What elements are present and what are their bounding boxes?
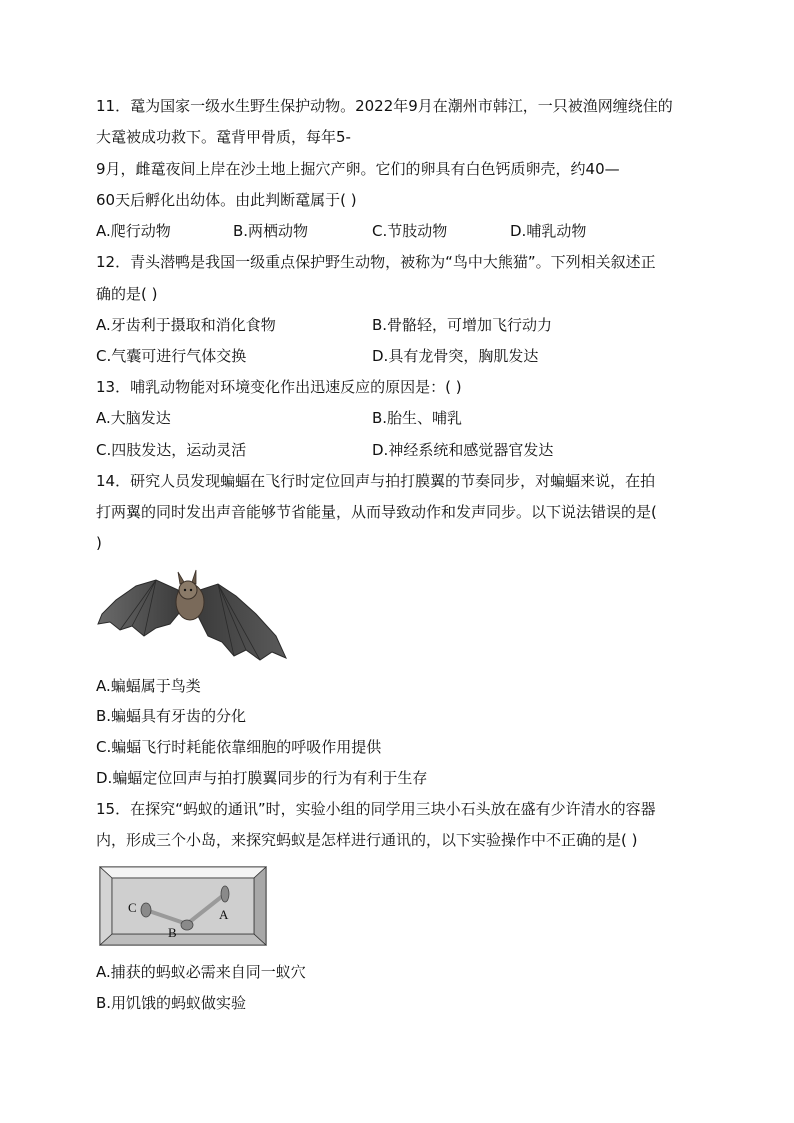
question-text-line: 9月，雌鼋夜间上岸在沙土地上掘穴产卵。它们的卵具有白色钙质卵壳，约40—	[96, 160, 620, 178]
label-c: C	[128, 900, 137, 915]
question-text-line: )	[96, 534, 102, 552]
label-b: B	[168, 925, 177, 940]
question-text-line: 11．鼋为国家一级水生野生保护动物。2022年9月在潮州市韩江，一只被渔网缠绕住的	[96, 97, 673, 115]
question-text-line: 15．在探究“蚂蚁的通讯”时，实验小组的同学用三块小石头放在盛有少许清水的容器	[96, 800, 656, 818]
option-c: C.节肢动物	[372, 222, 448, 240]
option-d: D.蝙蝠定位回声与拍打膜翼同步的行为有利于生存	[96, 769, 428, 787]
question-text-line: 13．哺乳动物能对环境变化作出迅速反应的原因是：( )	[96, 378, 462, 396]
option-b: B.胎生、哺乳	[372, 409, 463, 427]
option-d: D.神经系统和感觉器官发达	[372, 441, 554, 459]
option-c: C.蝙蝠飞行时耗能依靠细胞的呼吸作用提供	[96, 738, 382, 756]
option-d: D.具有龙骨突，胸肌发达	[372, 347, 539, 365]
option-c: C.四肢发达，运动灵活	[96, 441, 247, 459]
option-b: B.两栖动物	[233, 222, 309, 240]
option-b: B.用饥饿的蚂蚁做实验	[96, 994, 247, 1012]
option-a: A.爬行动物	[96, 222, 171, 240]
ant-island-diagram	[99, 866, 267, 946]
option-a: A.牙齿利于摄取和消化食物	[96, 316, 276, 334]
question-text-line: 12．青头潜鸭是我国一级重点保护野生动物，被称为“鸟中大熊猫”。下列相关叙述正	[96, 253, 656, 271]
question-text-line: 60天后孵化出幼体。由此判断鼋属于( )	[96, 191, 357, 209]
question-text-line: 大鼋被成功救下。鼋背甲骨质，每年5-	[96, 128, 351, 146]
option-a: A.捕获的蚂蚁必需来自同一蚁穴	[96, 963, 306, 981]
question-text-line: 内，形成三个小岛，来探究蚂蚁是怎样进行通讯的，以下实验操作中不正确的是( )	[96, 831, 638, 849]
option-d: D.哺乳动物	[510, 222, 587, 240]
question-text-line: 确的是( )	[96, 285, 158, 303]
label-a: A	[219, 907, 229, 922]
question-text-line: 打两翼的同时发出声音能够节省能量，从而导致动作和发声同步。以下说法错误的是(	[96, 503, 657, 521]
option-c: C.气囊可进行气体交换	[96, 347, 247, 365]
option-a: A.大脑发达	[96, 409, 171, 427]
option-b: B.骨骼轻，可增加飞行动力	[372, 316, 553, 334]
option-a: A.蝙蝠属于鸟类	[96, 677, 201, 695]
question-text-line: 14．研究人员发现蝙蝠在飞行时定位回声与拍打膜翼的节奏同步，对蝙蝠来说，在拍	[96, 472, 656, 490]
option-b: B.蝙蝠具有牙齿的分化	[96, 707, 247, 725]
bat-image	[96, 566, 288, 666]
